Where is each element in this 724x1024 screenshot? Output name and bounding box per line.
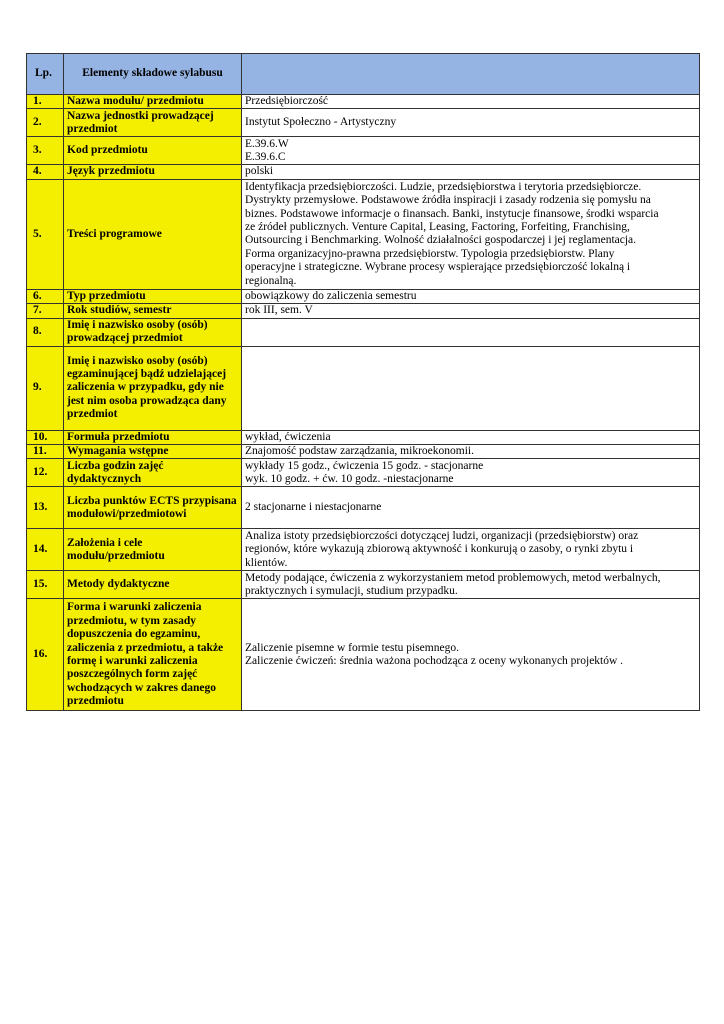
- value-line: 2 stacjonarne i niestacjonarne: [245, 501, 382, 514]
- row-number: 13.: [27, 487, 64, 529]
- row-value: [242, 318, 700, 346]
- row-value: [242, 95, 700, 109]
- table-row: [27, 445, 700, 459]
- value-line: obowiązkowy do zaliczenia semestru: [245, 289, 417, 302]
- row-number: 6.: [27, 289, 64, 303]
- table-row: [27, 289, 700, 303]
- header-value: [242, 54, 700, 95]
- value-line: Instytut Społeczno - Artystyczny: [245, 116, 397, 129]
- row-value: [242, 289, 700, 303]
- value-line: E.39.6.C: [245, 150, 286, 163]
- row-label: Liczba punktów ECTS przypisana modułowi/przedmiotowi: [64, 487, 242, 529]
- row-number: 1.: [27, 95, 64, 109]
- row-value: [242, 304, 700, 318]
- row-label: Język przedmiotu: [64, 165, 242, 179]
- value-line: Zaliczenie ćwiczeń: średnia ważona pochodząca z oceny wykonanych projektów .: [245, 654, 624, 667]
- row-label: Treści programowe: [64, 179, 242, 289]
- header-lp: Lp.: [27, 54, 64, 95]
- row-value: [242, 529, 700, 571]
- value-line: wyk. 10 godz. + ćw. 10 godz. -niestacjonarne: [245, 472, 454, 485]
- row-number: 11.: [27, 445, 64, 459]
- table-row: [27, 304, 700, 318]
- value-line: ze źródeł publicznych. Venture Capital, Leasing, Factoring, Forfeiting, Franchising,: [245, 220, 630, 233]
- value-line: E.39.6.W: [245, 137, 289, 150]
- row-label: Nazwa jednostki prowadzącej przedmiot: [64, 109, 242, 137]
- row-number: 10.: [27, 430, 64, 444]
- row-number: 5.: [27, 179, 64, 289]
- value-line: Zaliczenie pisemne w formie testu pisemnego.: [245, 641, 459, 654]
- value-line: Analiza istoty przedsiębiorczości dotyczącej ludzi, organizacji (przedsiębiorstw) oraz: [245, 529, 639, 542]
- table-row: [27, 318, 700, 346]
- row-number: 3.: [27, 137, 64, 165]
- value-line: wykład, ćwiczenia: [245, 430, 331, 443]
- row-number: 9.: [27, 346, 64, 430]
- table-row: [27, 109, 700, 137]
- row-number: 8.: [27, 318, 64, 346]
- value-line: operacyjne i strategiczne. Wybrane procesy wspierające przedsiębiorczość lokalną i: [245, 261, 631, 274]
- row-label: Nazwa modułu/ przedmiotu: [64, 95, 242, 109]
- value-line: Dystrykty przemysłowe. Podstawowe źródła inspiracji i zasady rodzenia się pomysłu na: [245, 194, 651, 207]
- value-line: regionalną.: [245, 274, 297, 287]
- value-line: regionów, które wykazują zbiorową aktywność i konkurują o zasoby, o rynki zbytu i: [245, 543, 634, 556]
- row-value: [242, 445, 700, 459]
- table-row: [27, 165, 700, 179]
- syllabus-table: [26, 53, 700, 711]
- table-row: [27, 571, 700, 599]
- value-line: polski: [245, 165, 274, 178]
- value-line: Znajomość podstaw zarządzania, mikroekonomii.: [245, 445, 474, 458]
- value-line: wykłady 15 godz., ćwiczenia 15 godz. - stacjonarne: [245, 459, 484, 472]
- table-row: [27, 95, 700, 109]
- row-value: [242, 571, 700, 599]
- table-row: [27, 430, 700, 444]
- value-line: Outsourcing i Benchmarking. Wolność działalności gospodarczej i jej reglamentacja.: [245, 234, 637, 247]
- row-label: Liczba godzin zajęć dydaktycznych: [64, 459, 242, 487]
- row-label: Imię i nazwisko osoby (osób) egzaminującej bądź udzielającej zaliczenia w przypadku, gdy nie jest nim osoba prowadząca dany przedmiot: [64, 346, 242, 430]
- row-label: Wymagania wstępne: [64, 445, 242, 459]
- table-row: [27, 599, 700, 711]
- syllabus-rows: [27, 95, 700, 711]
- row-number: 15.: [27, 571, 64, 599]
- row-value: [242, 599, 700, 711]
- table-row: [27, 179, 700, 289]
- value-line: praktycznych i symulacji, studium przypadku.: [245, 584, 458, 597]
- row-value: [242, 487, 700, 529]
- row-number: 7.: [27, 304, 64, 318]
- row-label: Kod przedmiotu: [64, 137, 242, 165]
- table-row: [27, 529, 700, 571]
- row-value: [242, 165, 700, 179]
- row-number: 14.: [27, 529, 64, 571]
- row-label: Imię i nazwisko osoby (osób) prowadzącej przedmiot: [64, 318, 242, 346]
- value-line: Metody podające, ćwiczenia z wykorzystaniem metod problemowych, metod werbalnych,: [245, 571, 661, 584]
- row-label: Rok studiów, semestr: [64, 304, 242, 318]
- value-line: rok III, sem. V: [245, 304, 313, 317]
- table-row: [27, 459, 700, 487]
- row-number: 4.: [27, 165, 64, 179]
- row-label: Forma i warunki zaliczenia przedmiotu, w tym zasady dopuszczenia do egzaminu, zaliczenia z przedmiotu, a także formę i warunki zaliczenia poszczególnych form zajęć wchodzących w zakres danego przedmiotu: [64, 599, 242, 711]
- row-value: [242, 430, 700, 444]
- value-line: klientów.: [245, 556, 288, 569]
- row-value: [242, 179, 700, 289]
- table-row: [27, 487, 700, 529]
- row-value: [242, 109, 700, 137]
- row-number: 2.: [27, 109, 64, 137]
- row-value: [242, 137, 700, 165]
- row-label: Formuła przedmiotu: [64, 430, 242, 444]
- row-label: Metody dydaktyczne: [64, 571, 242, 599]
- row-number: 16.: [27, 599, 64, 711]
- header-row: [27, 54, 700, 95]
- table-row: [27, 137, 700, 165]
- row-number: 12.: [27, 459, 64, 487]
- value-line: Forma organizacyjno-prawna przedsiębiorstw. Typologia przedsiębiorstw. Plany: [245, 247, 615, 260]
- row-label: Typ przedmiotu: [64, 289, 242, 303]
- value-line: Przedsiębiorczość: [245, 95, 329, 107]
- row-value: [242, 346, 700, 430]
- table-row: [27, 346, 700, 430]
- row-label: Założenia i cele modułu/przedmiotu: [64, 529, 242, 571]
- header-elements: Elementy składowe sylabusu: [64, 54, 242, 95]
- value-line: biznes. Podstawowe informacje o finansach. Banki, instytucje finansowe, środki wsparcia: [245, 207, 659, 220]
- row-value: [242, 459, 700, 487]
- value-line: Identyfikacja przedsiębiorczości. Ludzie, przedsiębiorstwa i terytoria przedsiębiorcze.: [245, 180, 642, 193]
